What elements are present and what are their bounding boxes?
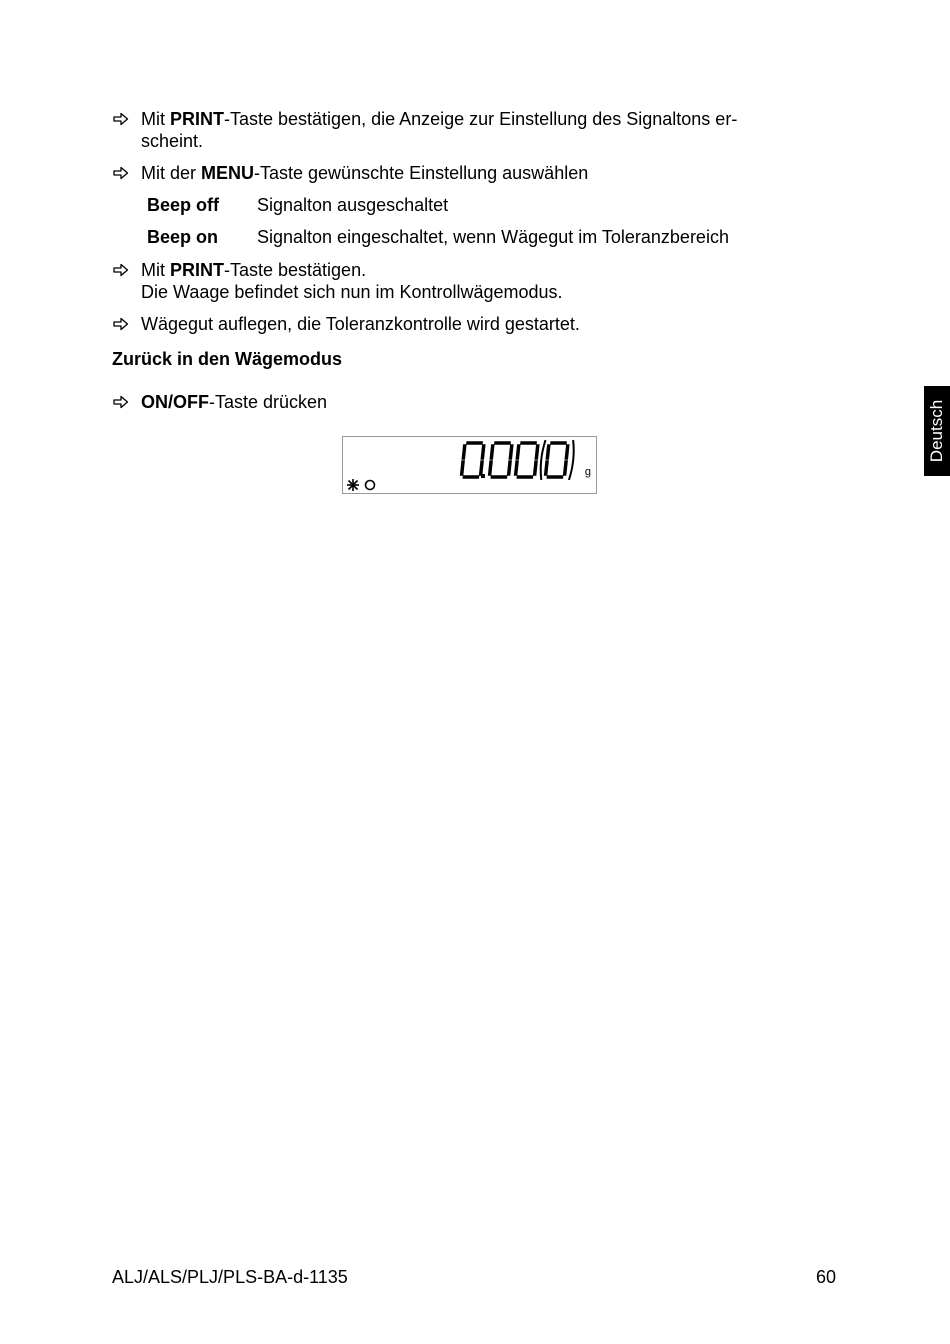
instruction-step: Wägegut auflegen, die Toleranzkontrolle wird gestartet.	[112, 313, 812, 335]
document-id: ALJ/ALS/PLJ/PLS-BA-d-1135	[112, 1267, 348, 1287]
key-name: PRINT	[170, 109, 224, 129]
key-name: MENU	[201, 163, 255, 183]
arrow-right-icon	[112, 259, 130, 281]
arrow-right-icon	[112, 313, 130, 335]
arrow-right-icon	[112, 108, 130, 130]
key-name: PRINT	[170, 260, 224, 280]
zero-indicator-icon	[366, 481, 375, 490]
option-description: Signalton ausgeschaltet	[257, 195, 449, 215]
instruction-step: Mit PRINT-Taste bestätigen, die Anzeige zur Einstellung des Signaltons er- scheint.	[112, 108, 812, 152]
scale-display	[342, 436, 597, 494]
page-number: 60	[816, 1267, 837, 1287]
instruction-step: Mit der MENU-Taste gewünschte Einstellung auswählen	[112, 162, 812, 184]
display-unit: g	[584, 466, 591, 478]
key-name: OFF	[173, 392, 210, 412]
language-tab: Deutsch	[924, 386, 950, 476]
option-row	[147, 194, 448, 216]
key-name: ON	[141, 392, 168, 412]
arrow-right-icon	[112, 391, 130, 413]
option-key: Beep on	[147, 227, 219, 247]
display-reading	[461, 441, 575, 479]
instruction-step: ON/OFF-Taste drücken	[112, 391, 812, 413]
option-description: Signalton eingeschaltet, wenn Wägegut im Toleranzbereich	[257, 227, 729, 247]
section-heading: Zurück in den Wägemodus	[112, 349, 343, 369]
stability-star-icon	[347, 479, 359, 491]
option-key: Beep off	[147, 195, 219, 215]
arrow-right-icon	[112, 162, 130, 184]
instruction-step: Mit PRINT-Taste bestätigen. Die Waage befindet sich nun im Kontrollwägemodus.	[112, 259, 812, 303]
option-row	[147, 226, 729, 248]
